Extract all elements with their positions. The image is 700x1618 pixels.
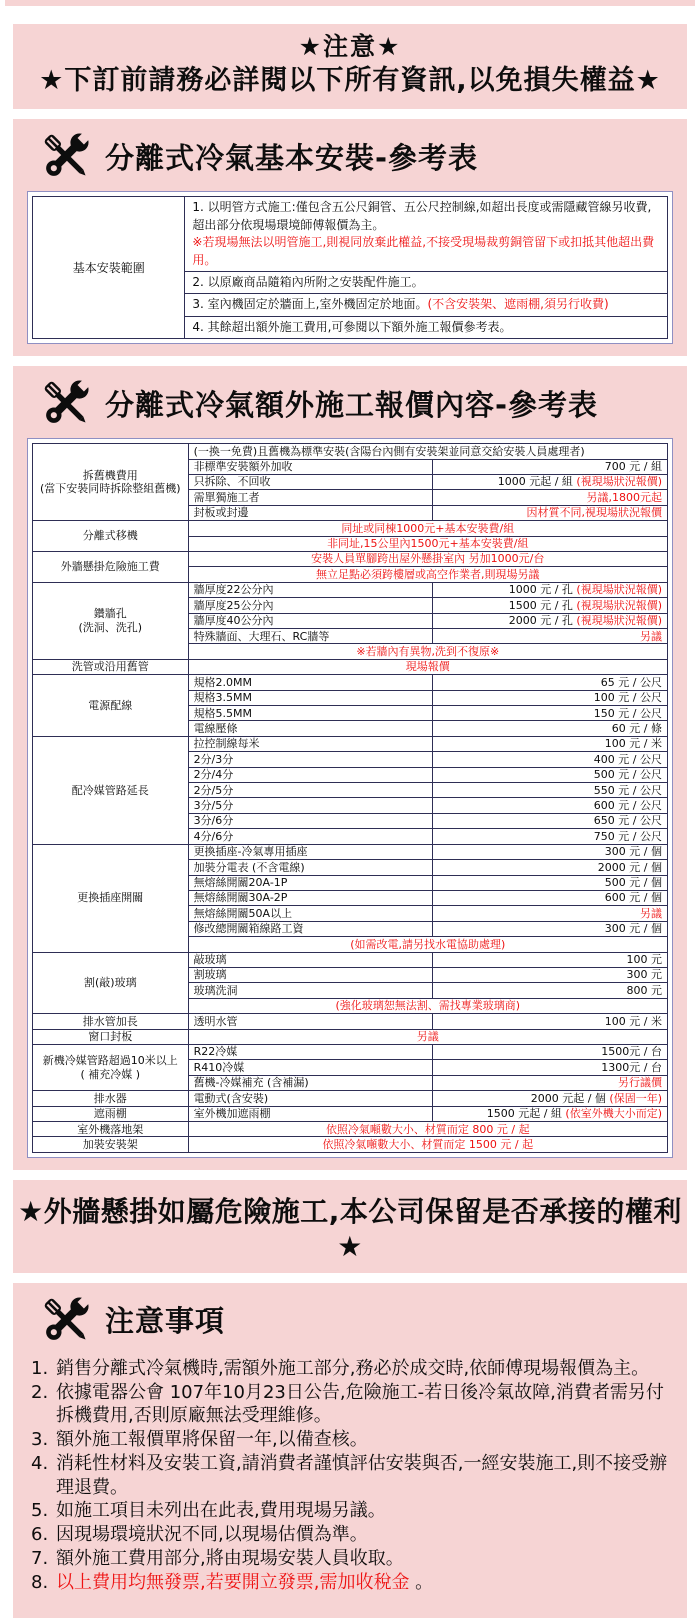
note-item — [31, 1547, 671, 1571]
wrench-screwdriver-icon — [37, 374, 95, 432]
note-text-main: 以上費用均無發票,若要開立發票,需加收稅金 — [56, 1571, 410, 1593]
extra-span-text: (如需改電,請另找水電協助處理) — [188, 937, 667, 952]
extra-group-label: 排水器 — [33, 1091, 189, 1106]
note-text-main: 額外施工費用部分,將由現場安裝人員收取。 — [56, 1547, 404, 1569]
warning-banner: ★外牆懸掛如屬危險施工,本公司保留是否承接的權利★ — [13, 1180, 687, 1273]
basic-install-table — [32, 196, 668, 339]
notice-banner — [13, 24, 687, 109]
extra-item-text: 3分/5分 — [188, 798, 432, 813]
extra-span-text: (強化玻璃恕無法割、需找專業玻璃商) — [188, 998, 667, 1013]
extra-works-title: 分離式冷氣額外施工報價內容-參考表 — [105, 387, 599, 422]
extra-price-red: (依室外機大小而定) — [565, 1107, 662, 1121]
extra-price-cell — [433, 721, 668, 736]
extra-group-label: 加裝安裝架 — [33, 1137, 189, 1152]
extra-price-cell — [433, 1091, 668, 1106]
extra-price-black: 100 元 — [626, 953, 662, 967]
extra-item-text: 3分/6分 — [188, 813, 432, 828]
extra-price-red: 另議 — [640, 629, 662, 643]
extra-group-label: 配冷媒管路延長 — [33, 736, 189, 844]
extra-group-label: 電源配線 — [33, 675, 189, 737]
note-text — [56, 1452, 671, 1500]
extra-price-cell — [433, 474, 668, 489]
extra-table-row — [33, 1029, 668, 1044]
note-text — [56, 1523, 671, 1547]
extra-price-black: 800 元 — [626, 983, 662, 997]
extra-item-text: 玻璃洗洞 — [188, 983, 432, 998]
note-number: 5. — [31, 1500, 49, 1522]
extra-table-row — [33, 675, 668, 690]
note-text — [56, 1428, 671, 1452]
extra-price-cell — [433, 783, 668, 798]
basic-item-black-text: 1. 以明管方式施工:僅包含五公尺銅管、五公尺控制線,如超出長度或需隱藏管線另收費,超出部分依現場環境師傅報價為主。 — [192, 200, 652, 232]
extra-span-text: 另議 — [188, 1029, 667, 1044]
extra-table-row — [33, 1137, 668, 1152]
extra-group-label: 遮雨棚 — [33, 1106, 189, 1121]
extra-price-cell — [433, 690, 668, 705]
note-text — [56, 1499, 671, 1523]
basic-item-red-text: (不含安裝架、遮雨棚,須另行收費) — [427, 297, 609, 312]
basic-item-black-text: 3. 室內機固定於牆面上,室外機固定於地面。 — [192, 297, 428, 312]
note-item — [31, 1571, 671, 1595]
extra-works-section — [13, 366, 687, 1170]
extra-item-text: 透明水管 — [188, 1014, 432, 1029]
extra-price-black: 750 元 / 公尺 — [593, 829, 662, 843]
extra-item-text: 規格5.5MM — [188, 706, 432, 721]
basic-item-black-text: 2. 以原廠商品隨箱內所附之安裝配件施工。 — [192, 274, 424, 289]
extra-item-text: 牆厚度22公分內 — [188, 582, 432, 597]
notes-list — [13, 1355, 687, 1607]
extra-price-red: 另行議價 — [618, 1076, 662, 1090]
extra-table-row — [33, 1014, 668, 1029]
extra-table-row — [33, 844, 668, 859]
extra-table-row — [33, 1091, 668, 1106]
top-pink-strip — [5, 0, 695, 6]
extra-price-black: 300 元 — [626, 968, 662, 982]
extra-item-text: 電線壓條 — [188, 721, 432, 736]
extra-price-red: (視現場狀況報價) — [576, 475, 662, 489]
extra-item-text: 室外機加遮雨棚 — [188, 1106, 432, 1121]
extra-item-text: 規格2.0MM — [188, 675, 432, 690]
extra-price-cell — [433, 1060, 668, 1075]
extra-price-red: (視現場狀況報價) — [576, 583, 662, 597]
extra-item-text: 舊機-冷媒補充 (含補漏) — [188, 1075, 432, 1090]
basic-install-section — [13, 119, 687, 356]
extra-group-label: 分離式移機 — [33, 521, 189, 552]
extra-price-black: 65 元 / 公尺 — [600, 675, 662, 689]
basic-item-black-text: 4. 其餘超出額外施工費用,可參閱以下額外施工報價參考表。 — [192, 319, 512, 334]
wrench-screwdriver-icon — [37, 127, 95, 185]
extra-item-text: 2分/5分 — [188, 783, 432, 798]
note-text-main: 額外施工報價單將保留一年,以備查核。 — [56, 1429, 368, 1451]
extra-price-red: (視現場狀況報價) — [576, 598, 662, 612]
extra-table-row — [33, 521, 668, 536]
note-item — [31, 1452, 671, 1500]
note-number: 7. — [31, 1547, 49, 1569]
extra-price-cell — [433, 505, 668, 520]
extra-table-row — [33, 1122, 668, 1137]
note-number: 8. — [31, 1571, 49, 1593]
extra-price-red: (保固一年) — [609, 1091, 662, 1105]
extra-price-black: 100 元 / 米 — [604, 1014, 662, 1028]
extra-span-text: 非同址,15公里內1500元+基本安裝費/組 — [188, 536, 667, 551]
note-number: 2. — [31, 1381, 49, 1403]
extra-price-red: 因材質不同,視現場狀況報價 — [526, 506, 662, 520]
extra-group-label: 排水管加長 — [33, 1014, 189, 1029]
extra-group-label: 新機冷媒管路超過10米以上 ( 補充冷媒 ) — [33, 1044, 189, 1090]
extra-group-label: 割(敲)玻璃 — [33, 952, 189, 1014]
basic-install-heading — [13, 119, 687, 191]
extra-item-text: 修改總開關箱線路工資 — [188, 921, 432, 936]
extra-item-text: 封板或封邊 — [188, 505, 432, 520]
extra-works-heading — [13, 366, 687, 438]
extra-item-text: 更換插座-冷氣專用插座 — [188, 844, 432, 859]
extra-price-cell — [433, 736, 668, 751]
note-text — [56, 1357, 671, 1381]
extra-price-cell — [433, 813, 668, 828]
notice-banner-line1: ★注意★ — [298, 32, 402, 61]
notice-banner-line2: ★下訂前請務必詳閱以下所有資訊,以免損失權益★ — [39, 65, 661, 96]
extra-price-black: 1500 元起 / 組 — [486, 1107, 566, 1121]
extra-group-label: 鑽牆孔 (洗洞、洗孔) — [33, 582, 189, 659]
extra-item-text: 牆厚度25公分內 — [188, 598, 432, 613]
extra-price-black: 300 元 / 個 — [604, 922, 662, 936]
notes-title: 注意事項 — [105, 1304, 226, 1339]
extra-item-text: 特殊牆面、大理石、RC牆等 — [188, 629, 432, 644]
extra-price-black: 650 元 / 公尺 — [593, 814, 662, 828]
extra-works-panel — [27, 438, 673, 1158]
note-text — [56, 1571, 671, 1595]
extra-item-text: 無熔絲開關20A-1P — [188, 875, 432, 890]
extra-table-row — [33, 551, 668, 566]
note-text-main: 依據電器公會 107年10月23日公告,危險施工-若日後冷氣故障,消費者需另付拆機費用,否則原廠無法受理維修。 — [56, 1381, 664, 1427]
extra-span-text: 現場報價 — [188, 659, 667, 674]
extra-item-text: 無熔絲開關30A-2P — [188, 890, 432, 905]
extra-price-cell — [433, 890, 668, 905]
extra-span-text: (一換一免費)且舊機為標準安裝(含陽台內側有安裝架並同意交給安裝人員處理者) — [188, 444, 667, 459]
note-item — [31, 1357, 671, 1381]
extra-price-black: 700 元 / 組 — [604, 460, 662, 474]
extra-price-black: 100 元 / 公尺 — [593, 691, 662, 705]
extra-span-text: 依照冷氣噸數大小、材質而定 1500 元 / 起 — [188, 1137, 667, 1152]
extra-table-row — [33, 1106, 668, 1121]
extra-table-row — [33, 582, 668, 597]
extra-span-text: ※若牆內有異物,洗到不復原※ — [188, 644, 667, 659]
extra-price-cell — [433, 459, 668, 474]
extra-price-cell — [433, 582, 668, 597]
basic-range-label: 基本安裝範圍 — [33, 197, 185, 339]
extra-span-text: 無立足點必須跨樓層或高空作業者,則現場另議 — [188, 567, 667, 582]
extra-price-cell — [433, 952, 668, 967]
extra-price-cell — [433, 1106, 668, 1121]
note-text-main: 因現場環境狀況不同,以現場估價為準。 — [56, 1524, 368, 1546]
note-number: 1. — [31, 1357, 49, 1379]
wrench-screwdriver-icon — [37, 1291, 95, 1349]
extra-span-text: 依照冷氣噸數大小、材質而定 800 元 / 起 — [188, 1122, 667, 1137]
extra-price-black: 60 元 / 條 — [611, 721, 662, 735]
extra-price-black: 1000 元 / 孔 — [508, 583, 577, 597]
extra-price-cell — [433, 875, 668, 890]
extra-price-red: 另議,1800元起 — [586, 490, 662, 504]
extra-item-text: 拉控制線每米 — [188, 736, 432, 751]
extra-price-black: 600 元 / 公尺 — [593, 798, 662, 812]
extra-item-text: 電動式(含安裝) — [188, 1091, 432, 1106]
extra-price-cell — [433, 675, 668, 690]
note-item — [31, 1381, 671, 1429]
note-item — [31, 1523, 671, 1547]
extra-table-row — [33, 444, 668, 459]
extra-price-black: 2000 元起 / 個 — [530, 1091, 610, 1105]
extra-price-cell — [433, 629, 668, 644]
note-item — [31, 1428, 671, 1452]
extra-price-red: (視現場狀況報價) — [576, 614, 662, 628]
extra-price-cell — [433, 798, 668, 813]
extra-item-text: 非標準安裝額外加收 — [188, 459, 432, 474]
extra-price-black: 1000 元起 / 組 — [497, 475, 577, 489]
extra-price-black: 2000 元 / 孔 — [508, 614, 577, 628]
notes-section — [13, 1283, 687, 1618]
extra-price-cell — [433, 598, 668, 613]
extra-item-text: 加裝分電表 (不含電線) — [188, 860, 432, 875]
extra-price-black: 2000 元 / 個 — [597, 860, 662, 874]
basic-item-text — [185, 197, 668, 272]
basic-item-text — [185, 316, 668, 338]
note-text-main: 如施工項目未列出在此表,費用現場另議。 — [56, 1500, 386, 1522]
note-text-main: 銷售分離式冷氣機時,需額外施工部分,務必於成交時,依師傅現場報價為主。 — [56, 1357, 650, 1379]
extra-price-black: 550 元 / 公尺 — [593, 783, 662, 797]
extra-price-black: 500 元 / 公尺 — [593, 768, 662, 782]
extra-table-row — [33, 952, 668, 967]
extra-price-black: 100 元 / 米 — [604, 737, 662, 751]
notes-heading — [13, 1283, 687, 1355]
extra-table-row — [33, 736, 668, 751]
basic-item-red-note: ※若現場無法以明管施工,則視同放棄此權益,不接受現場裁剪銅管留下或扣抵其他超出費用。 — [192, 235, 655, 267]
extra-price-cell — [433, 490, 668, 505]
extra-price-black: 300 元 / 個 — [604, 845, 662, 859]
extra-price-cell — [433, 983, 668, 998]
extra-price-black: 500 元 / 個 — [604, 876, 662, 889]
extra-price-cell — [433, 921, 668, 936]
extra-price-cell — [433, 967, 668, 982]
extra-item-text: 4分/6分 — [188, 829, 432, 844]
extra-price-cell — [433, 752, 668, 767]
note-text-main: 消耗性材料及安裝工資,請消費者謹慎評估安裝與否,一經安裝施工,則不接受辦理退費。 — [56, 1452, 668, 1498]
extra-item-text: 2分/4分 — [188, 767, 432, 782]
extra-item-text: 割玻璃 — [188, 967, 432, 982]
note-text — [56, 1547, 671, 1571]
extra-price-cell — [433, 1014, 668, 1029]
basic-item-text — [185, 271, 668, 293]
extra-price-cell — [433, 706, 668, 721]
extra-price-cell — [433, 1075, 668, 1090]
extra-item-text: 敲玻璃 — [188, 952, 432, 967]
note-text — [56, 1381, 671, 1429]
extra-price-cell — [433, 829, 668, 844]
extra-group-label: 洗管或沿用舊管 — [33, 659, 189, 674]
extra-group-label: 更換插座開關 — [33, 844, 189, 952]
extra-price-black: 600 元 / 個 — [604, 891, 662, 905]
extra-price-black: 1300元 / 台 — [601, 1060, 662, 1074]
extra-item-text: 只拆除、不回收 — [188, 474, 432, 489]
extra-group-label: 室外機落地架 — [33, 1122, 189, 1137]
basic-install-title: 分離式冷氣基本安裝-參考表 — [105, 140, 479, 175]
extra-table-row — [33, 1044, 668, 1059]
extra-price-black: 150 元 / 公尺 — [593, 706, 662, 720]
extra-item-text: 無熔絲開關50A以上 — [188, 906, 432, 921]
extra-price-cell — [433, 906, 668, 921]
extra-item-text: R22冷媒 — [188, 1044, 432, 1059]
extra-group-label: 窗口封板 — [33, 1029, 189, 1044]
extra-table-row — [33, 659, 668, 674]
extra-span-text: 同址或同棟1000元+基本安裝費/組 — [188, 521, 667, 536]
extra-price-cell — [433, 767, 668, 782]
extra-item-text: 需單獨施工者 — [188, 490, 432, 505]
extra-price-black: 1500 元 / 孔 — [508, 598, 577, 612]
basic-install-panel — [27, 191, 673, 344]
extra-item-text: 牆厚度40公分內 — [188, 613, 432, 628]
extra-price-cell — [433, 1044, 668, 1059]
extra-price-red: 另議 — [640, 906, 662, 920]
extra-item-text: R410冷媒 — [188, 1060, 432, 1075]
note-text-suffix: 。 — [409, 1571, 434, 1593]
note-number: 6. — [31, 1524, 49, 1546]
extra-price-cell — [433, 844, 668, 859]
extra-group-label: 拆舊機費用 (當下安裝同時拆除整組舊機) — [33, 444, 189, 521]
extra-price-black: 400 元 / 公尺 — [593, 752, 662, 766]
basic-table-row — [33, 197, 668, 272]
extra-works-table — [32, 443, 668, 1153]
basic-item-text — [185, 294, 668, 316]
extra-price-cell — [433, 860, 668, 875]
extra-price-cell — [433, 613, 668, 628]
extra-span-text: 安裝人員單腳跨出屋外懸掛室內 另加1000元/台 — [188, 551, 667, 566]
note-number: 3. — [31, 1429, 49, 1451]
extra-price-black: 1500元 / 台 — [601, 1045, 662, 1059]
extra-item-text: 規格3.5MM — [188, 690, 432, 705]
extra-group-label: 外牆懸掛危險施工費 — [33, 551, 189, 582]
note-item — [31, 1499, 671, 1523]
note-number: 4. — [31, 1452, 49, 1474]
extra-item-text: 2分/3分 — [188, 752, 432, 767]
